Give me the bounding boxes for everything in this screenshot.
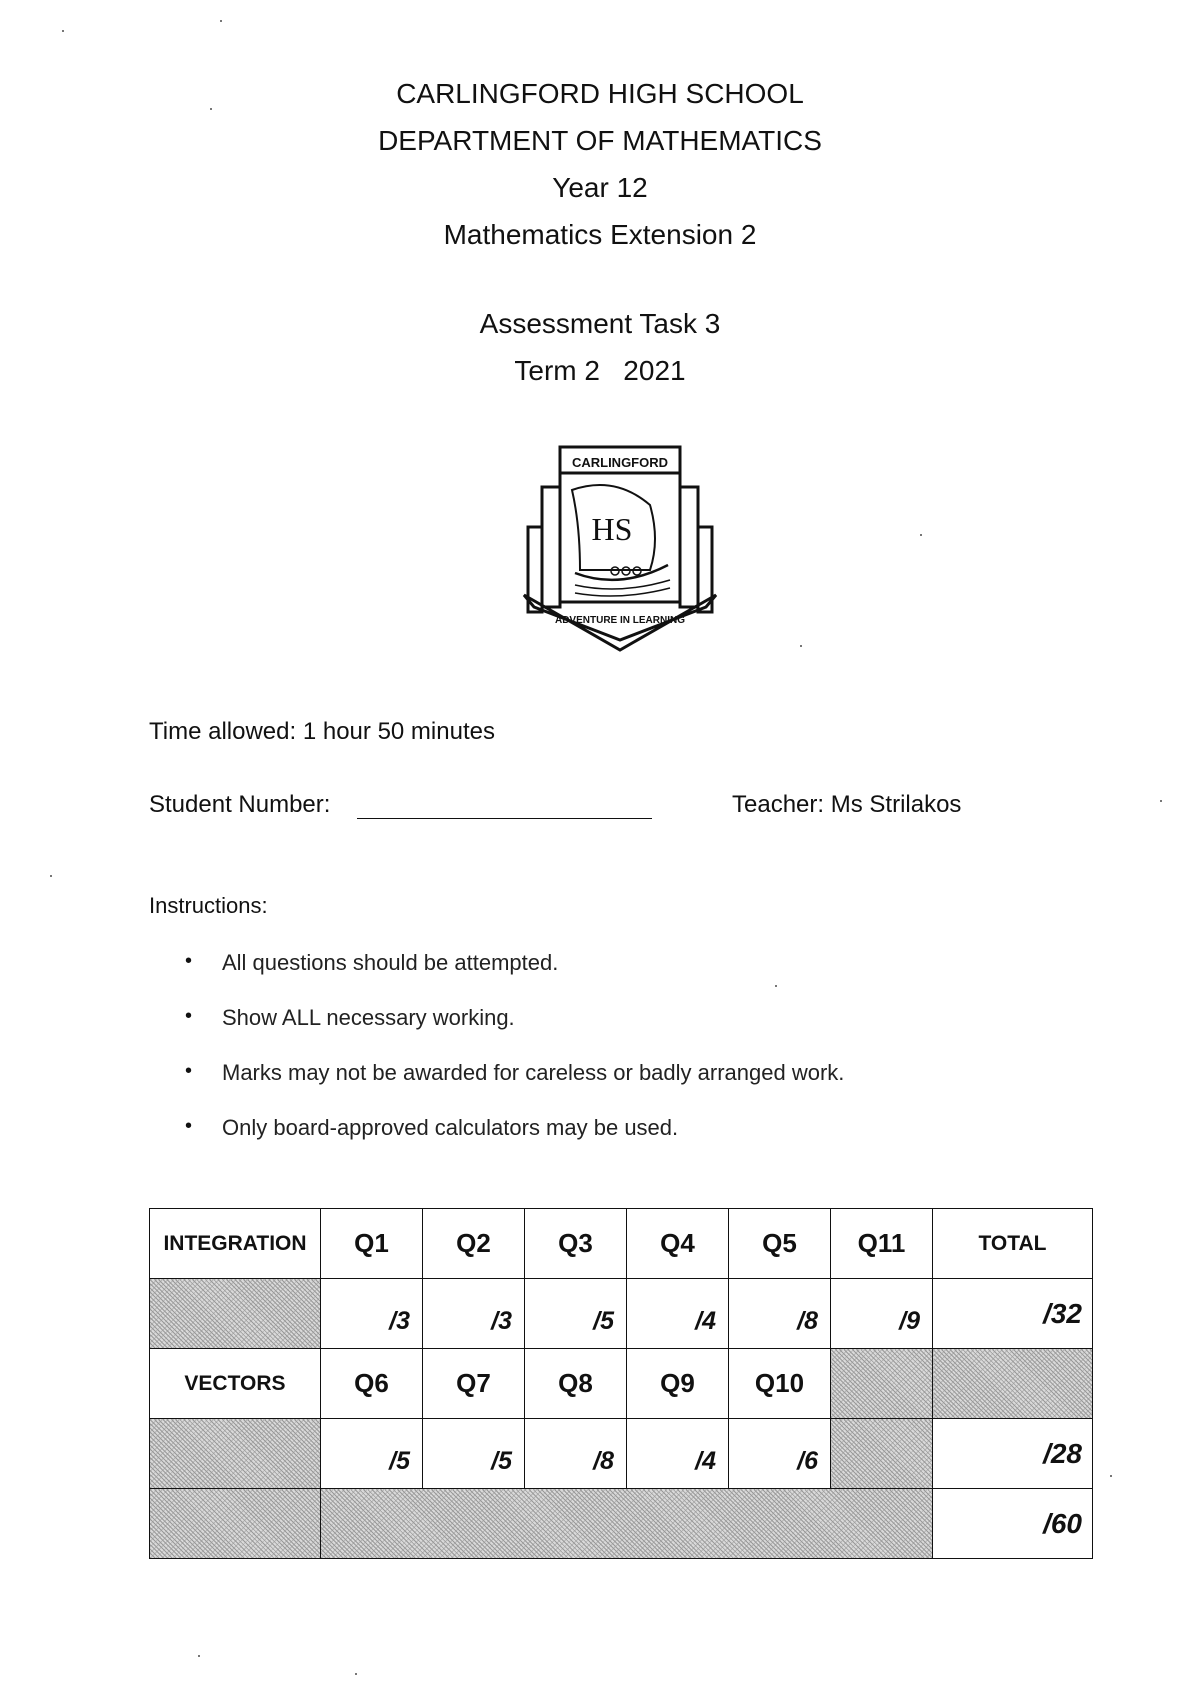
total-header: TOTAL (933, 1209, 1093, 1279)
bullet-icon: • (185, 950, 193, 972)
shaded-cell (150, 1279, 321, 1349)
grand-total: /60 (933, 1489, 1093, 1559)
time-allowed-label: Time allowed: (149, 718, 297, 745)
shaded-cell (321, 1489, 933, 1559)
marks-table (149, 1208, 1093, 1559)
shaded-cell (831, 1349, 933, 1419)
mark-cell: /4 (627, 1279, 729, 1349)
shaded-cell (150, 1419, 321, 1489)
mark-cell: /4 (627, 1419, 729, 1489)
student-number-field[interactable] (357, 818, 652, 819)
instructions-heading: Instructions: (149, 893, 268, 918)
mark-cell: /3 (321, 1279, 423, 1349)
question-header: Q1 (321, 1209, 423, 1279)
mark-cell: /5 (423, 1419, 525, 1489)
scan-speck (800, 645, 802, 647)
scan-speck (1110, 1475, 1112, 1477)
vectors-header-row (150, 1349, 1093, 1419)
time-allowed (149, 718, 495, 746)
department-name: DEPARTMENT OF MATHEMATICS (378, 125, 822, 156)
logo-motto: ADVENTURE IN LEARNING (554, 615, 686, 626)
term-year: Term 2 2021 (514, 355, 686, 386)
question-header: Q8 (525, 1349, 627, 1419)
teacher-label: Teacher: (732, 791, 825, 818)
instruction-item: All questions should be attempted. (222, 950, 559, 975)
question-header: Q9 (627, 1349, 729, 1419)
shaded-cell (150, 1489, 321, 1559)
school-name: CARLINGFORD HIGH SCHOOL (396, 78, 804, 109)
course-name: Mathematics Extension 2 (443, 219, 757, 250)
scan-speck (210, 108, 212, 110)
mark-cell: /6 (729, 1419, 831, 1489)
question-header: Q2 (423, 1209, 525, 1279)
grand-total-row (150, 1489, 1093, 1559)
teacher-info (732, 791, 961, 819)
shaded-cell (831, 1419, 933, 1489)
scan-speck (220, 20, 222, 22)
teacher-name: Ms Strilakos (830, 791, 962, 818)
shaded-cell (933, 1349, 1093, 1419)
question-header: Q5 (729, 1209, 831, 1279)
question-header: Q10 (729, 1349, 831, 1419)
question-header: Q7 (423, 1349, 525, 1419)
vectors-label: VECTORS (150, 1349, 321, 1419)
mark-cell: /9 (831, 1279, 933, 1349)
scan-speck (50, 875, 52, 877)
bullet-icon: • (185, 1005, 193, 1027)
mark-cell: /3 (423, 1279, 525, 1349)
mark-cell: /8 (729, 1279, 831, 1349)
instruction-item: Marks may not be awarded for careless or badly arranged work. (222, 1060, 845, 1085)
header-block (0, 70, 1200, 258)
scan-speck (1160, 800, 1162, 802)
logo-banner-text: CARLINGFORD (571, 455, 669, 470)
task-title: Assessment Task 3 (479, 308, 721, 339)
integration-header-row (150, 1209, 1093, 1279)
question-header: Q3 (525, 1209, 627, 1279)
scan-speck (62, 30, 64, 32)
mark-cell: /8 (525, 1419, 627, 1489)
student-number-label: Student Number: (149, 791, 331, 818)
vectors-total: /28 (933, 1419, 1093, 1489)
integration-total: /32 (933, 1279, 1093, 1349)
scan-speck (198, 1655, 200, 1657)
instruction-item: Only board-approved calculators may be used. (222, 1115, 679, 1140)
integration-label: INTEGRATION (150, 1209, 321, 1279)
vectors-marks-row (150, 1419, 1093, 1489)
mark-cell: /5 (525, 1279, 627, 1349)
question-header: Q4 (627, 1209, 729, 1279)
bullet-icon: • (185, 1115, 193, 1137)
mark-cell: /5 (321, 1419, 423, 1489)
year-level: Year 12 (552, 172, 648, 203)
bullet-icon: • (185, 1060, 193, 1082)
scan-speck (775, 985, 777, 987)
school-crest-logo (520, 445, 720, 655)
instruction-item: Show ALL necessary working. (222, 1005, 515, 1030)
time-allowed-value: 1 hour 50 minutes (302, 718, 495, 745)
question-header: Q6 (321, 1349, 423, 1419)
question-header: Q11 (831, 1209, 933, 1279)
scan-speck (920, 534, 922, 536)
logo-initials: HS (591, 511, 633, 547)
integration-marks-row (150, 1279, 1093, 1349)
scan-speck (355, 1673, 357, 1675)
